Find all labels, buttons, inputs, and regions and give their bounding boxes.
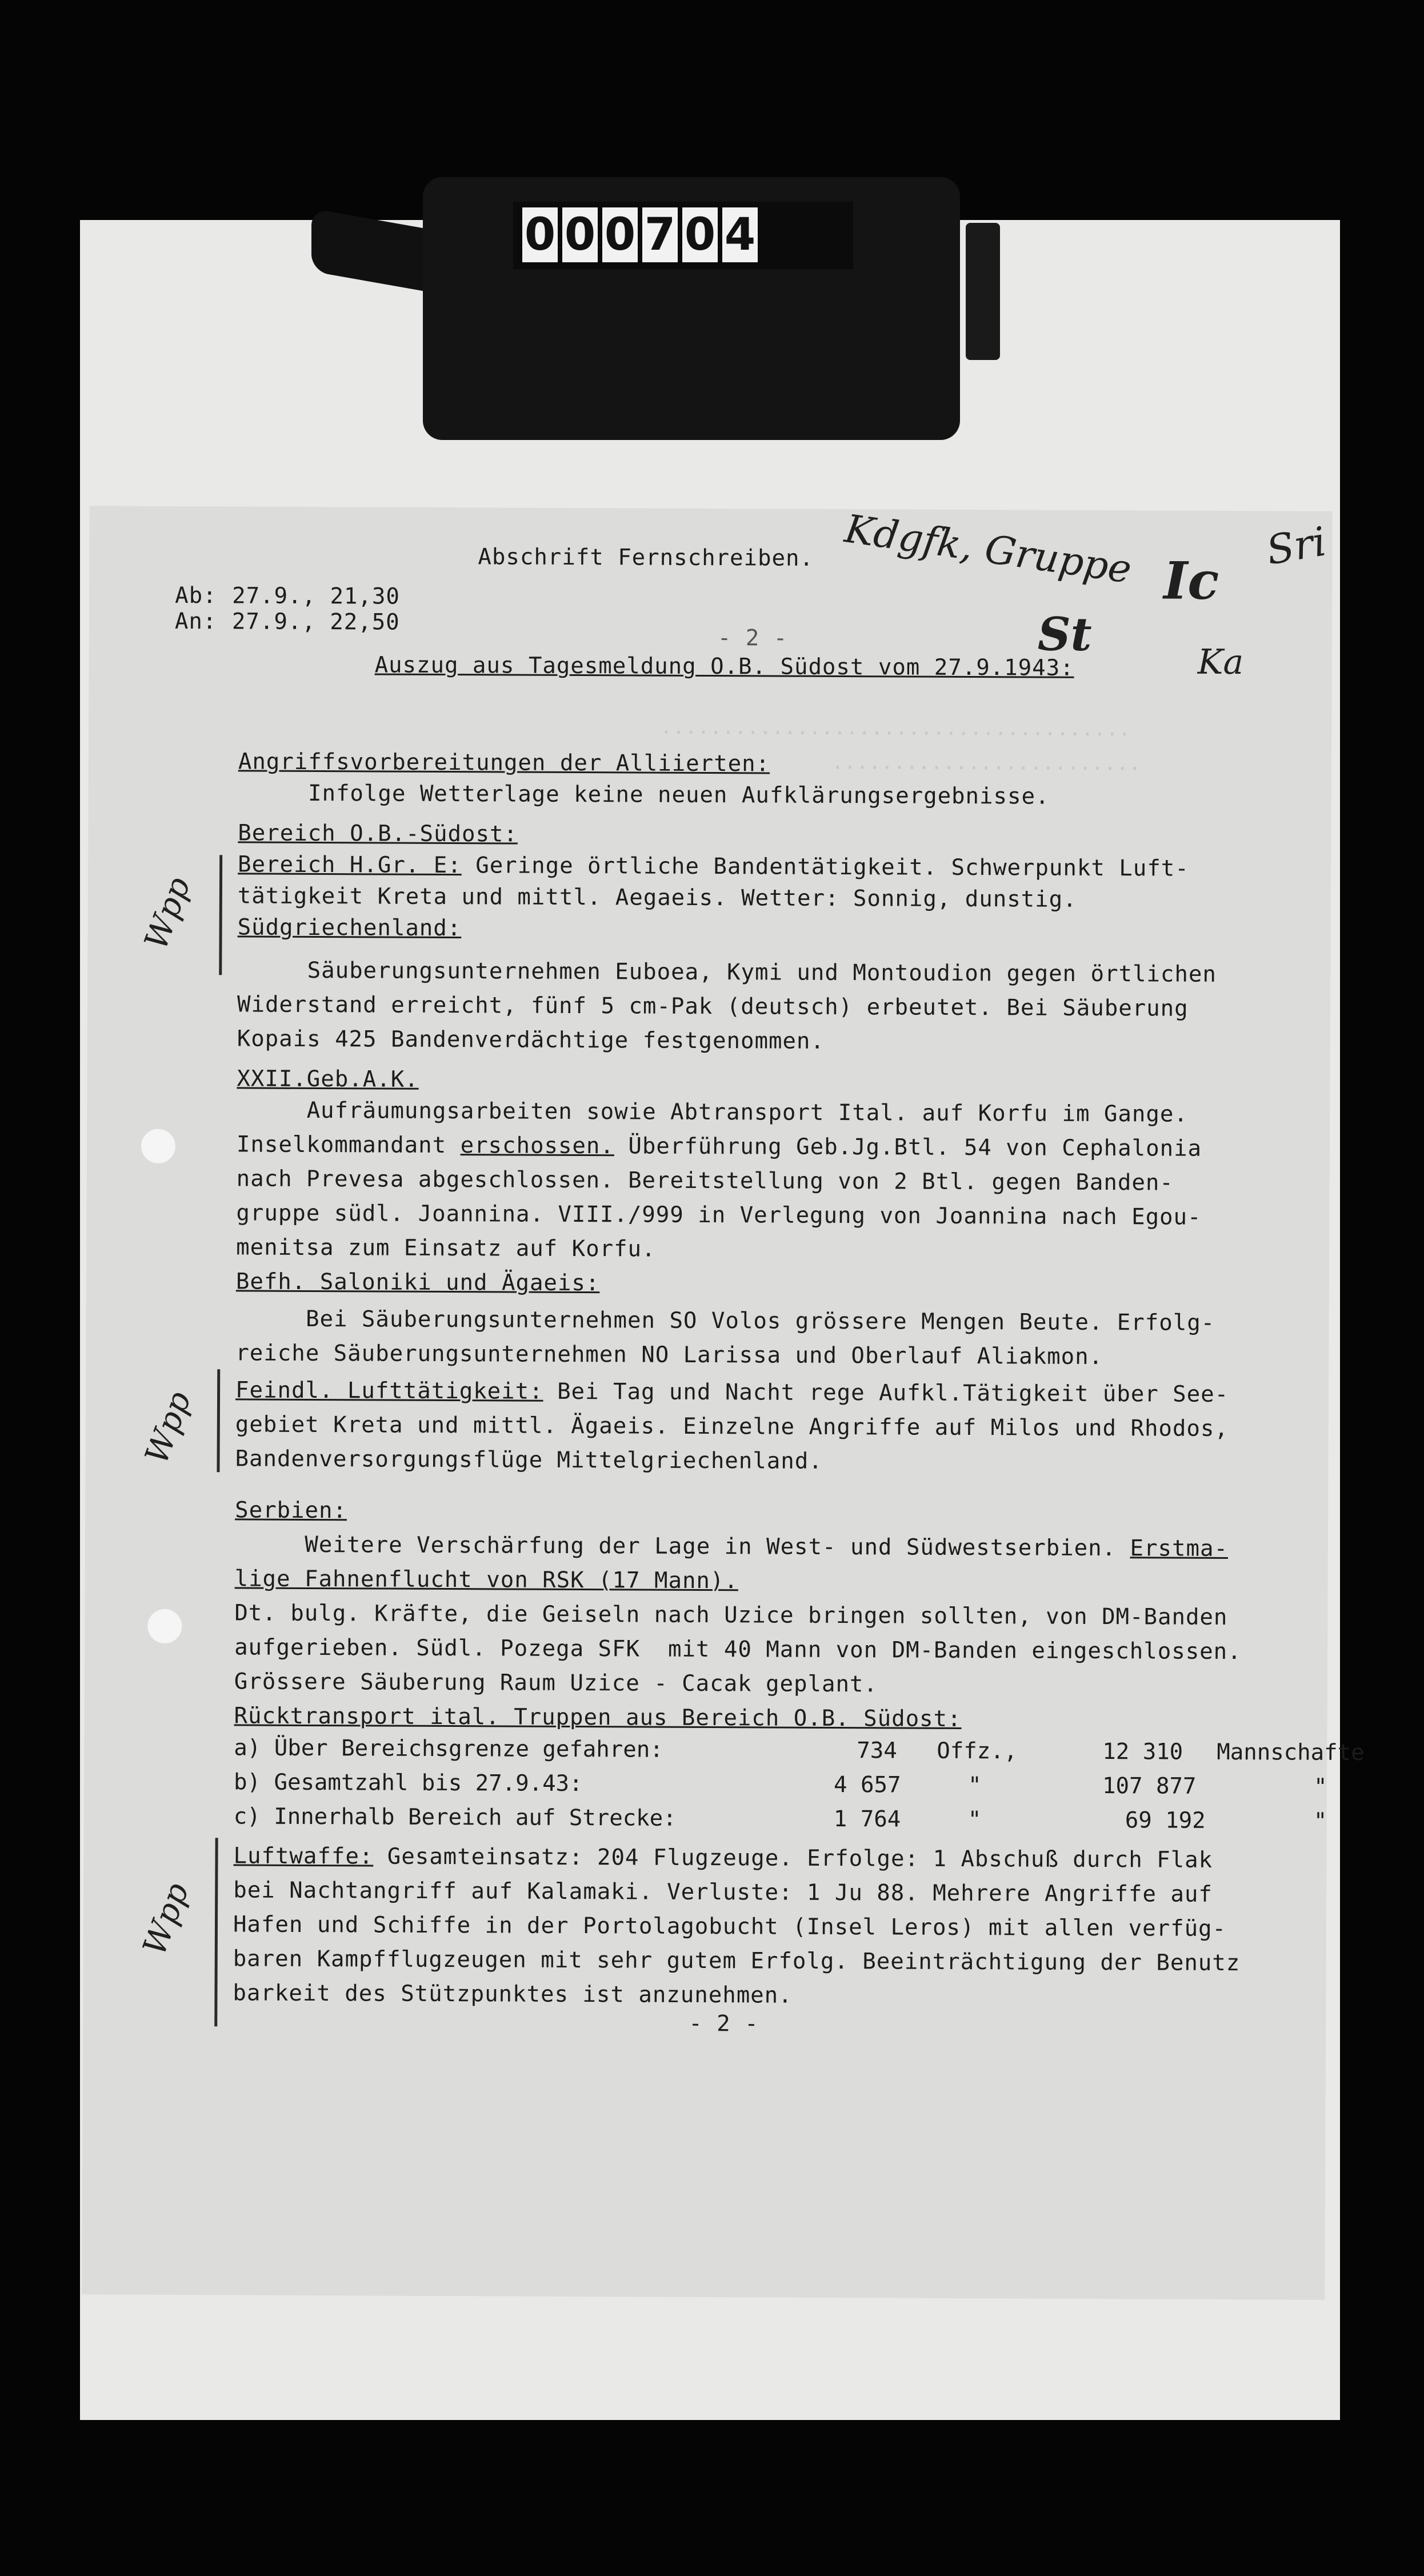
text-span: Weitere Verschärfung der Lage in West- und Südwestserbien. (234, 1531, 1130, 1562)
page-number-bottom: - 2 - (689, 2010, 759, 2037)
section-heading: Befh. Saloniki und Ägaeis: (235, 1269, 600, 1297)
text-line: Dt. bulg. Kräfte, die Geiseln nach Uzice bringen sollten, von DM-Banden (234, 1600, 1228, 1630)
section-heading: Serbien: (235, 1497, 347, 1524)
margin-bracket (217, 1369, 220, 1472)
ab-label: Ab: (175, 582, 217, 609)
scratch-mark (141, 1129, 175, 1163)
text-span: Inselkommandant (236, 1131, 461, 1159)
section-heading: XXII.Geb.A.K. (237, 1066, 419, 1093)
text-line: Bandenversorgungsflüge Mittelgriechenland. (235, 1446, 823, 1474)
scratch-mark (147, 1609, 182, 1643)
text-line: gruppe südl. Joannina. VIII./999 in Verlegung von Joannina nach Egou- (236, 1200, 1202, 1230)
bleed-through-text: ························· (831, 754, 1141, 780)
text-line: Widerstand erreicht, fünf 5 cm-Pak (deutsch) erbeutet. Bei Säuberung (237, 991, 1189, 1022)
margin-initials: Wpp (138, 1386, 199, 1469)
counter-digit: 7 (642, 207, 678, 262)
offz-count: 1 764 (833, 1806, 901, 1833)
mann-count: 107 877 (1102, 1773, 1197, 1799)
text-span: Geringe örtliche Bandentätigkeit. Schwerpunkt Luft- (461, 853, 1189, 882)
handwritten-ic: Ic (1163, 550, 1219, 611)
text-line: menitsa zum Einsatz auf Korfu. (236, 1234, 656, 1262)
section-heading: Bereich O.B.-Südost: (238, 820, 518, 847)
counter-digit: 4 (722, 207, 758, 262)
section-heading: Feindl. Lufttätigkeit: (235, 1377, 543, 1405)
offz-count: 4 657 (833, 1771, 901, 1798)
handwritten-note: Sri (1263, 518, 1330, 574)
text-line: Aufräumungsarbeiten sowie Abtransport Ital. auf Korfu im Gange. (237, 1097, 1188, 1127)
text-line (237, 1129, 1202, 1164)
counter-digit: 0 (682, 207, 718, 262)
text-line: Grössere Säuberung Raum Uzice - Cacak geplant. (234, 1669, 878, 1698)
table-row (234, 1803, 1348, 1839)
mann-count: 12 310 (1102, 1739, 1183, 1765)
text-span: Bei Tag und Nacht rege Aufkl.Tätigkeit über See- (543, 1378, 1229, 1407)
margin-initials: Wpp (137, 872, 198, 955)
margin-initials: Wpp (135, 1878, 197, 1961)
handwritten-routing: Kdgfk, Gruppe (842, 506, 1134, 593)
margin-bracket (214, 1838, 218, 2026)
text-line: Hafen und Schiffe in der Portolagobucht (Insel Leros) mit allen verfüg- (233, 1911, 1227, 1942)
text-line: barkeit des Stützpunktes ist anzunehmen. (233, 1980, 793, 2009)
mann-count: 69 192 (1125, 1807, 1206, 1834)
counter-digit: 0 (562, 207, 598, 262)
counter-knob (966, 223, 1000, 360)
margin-bracket (219, 855, 222, 975)
text-line (238, 849, 1189, 884)
document-page (82, 506, 1365, 2299)
section-heading: Rücktransport ital. Truppen aus Bereich O.B. Südost: (234, 1703, 962, 1732)
text-line (233, 1841, 1213, 1875)
mann-unit: " (1313, 1808, 1327, 1834)
text-line: gebiet Kreta und mittl. Ägaeis. Einzelne Angriffe auf Milos und Rhodos, (235, 1411, 1229, 1442)
text-span: Gesamteinsatz: 204 Flugzeuge. Erfolge: 1 Abschuß durch Flak (373, 1843, 1213, 1873)
section-heading: Bereich H.Gr. E: (238, 851, 462, 879)
handwritten-initials: St (1037, 607, 1092, 661)
text-line: reiche Säuberungsunternehmen NO Larissa und Oberlauf Aliakmon. (235, 1340, 1103, 1370)
text-line: Bei Säuberungsunternehmen SO Volos grössere Mengen Beute. Erfolg- (235, 1306, 1215, 1336)
offz-unit: " (967, 1806, 982, 1833)
subject-line: Auszug aus Tagesmeldung O.B. Südost vom 27.9.1943: (374, 652, 1074, 681)
text-span-underlined: Erstma- (1130, 1535, 1229, 1562)
handwritten-note: Ka (1197, 642, 1244, 683)
text-span-underlined: erschossen. (460, 1133, 615, 1159)
mann-unit: " (1313, 1774, 1327, 1800)
text-line-underlined: lige Fahnenflucht von RSK (17 Mann). (234, 1566, 739, 1594)
text-line: Kopais 425 Bandenverdächtige festgenommen. (237, 1026, 825, 1054)
ab-value: 27.9., 21,30 (232, 583, 401, 610)
mann-unit: Mannschafte (1217, 1739, 1365, 1766)
document-title: Abschrift Fernschreiben. (478, 544, 814, 571)
section-heading: Südgriechenland: (237, 914, 462, 942)
row-label: b) Gesamtzahl bis 27.9.43: (233, 1769, 583, 1797)
counter-digit: 0 (602, 207, 638, 262)
row-label: c) Innerhalb Bereich auf Strecke: (233, 1803, 677, 1831)
text-line: bei Nachtangriff auf Kalamaki. Verluste: 1 Ju 88. Mehrere Angriffe auf (233, 1877, 1213, 1907)
text-line: baren Kampfflugzeugen mit sehr gutem Erfolg. Beeinträchtigung der Benutz (233, 1946, 1241, 1977)
section-heading: Angriffsvorbereitungen der Alliierten: (238, 749, 770, 777)
table-row (234, 1735, 1365, 1771)
page-number-top: - 2 - (717, 625, 788, 651)
text-span: Überführung Geb.Jg.Btl. 54 von Cephalonia (614, 1133, 1202, 1162)
text-line (235, 1529, 1228, 1565)
an-value: 27.9., 22,50 (231, 609, 400, 635)
counter-digit: 0 (522, 207, 558, 262)
bleed-through-text: ······································ (660, 719, 1131, 746)
table-row (234, 1769, 1348, 1805)
text-line (235, 1375, 1229, 1410)
text-line: Säuberungsunternehmen Euboea, Kymi und Montoudion gegen örtlichen (237, 957, 1217, 987)
text-line: tätigkeit Kreta und mittl. Aegaeis. Wetter: Sonnig, dunstig. (237, 883, 1077, 913)
row-label: a) Über Bereichsgrenze gefahren: (234, 1735, 663, 1763)
an-label: An: (174, 608, 217, 635)
frame-counter (513, 202, 853, 269)
offz-unit: " (967, 1772, 982, 1799)
text-line: Infolge Wetterlage keine neuen Aufklärungsergebnisse. (238, 780, 1050, 810)
offz-unit: Offz., (937, 1738, 1018, 1765)
text-line: nach Prevesa abgeschlossen. Bereitstellung von 2 Btl. gegen Banden- (236, 1166, 1174, 1196)
text-line: aufgerieben. Südl. Pozega SFK mit 40 Mann von DM-Banden eingeschlossen. (234, 1634, 1242, 1665)
offz-count: 734 (857, 1738, 897, 1764)
section-heading: Luftwaffe: (233, 1843, 374, 1870)
